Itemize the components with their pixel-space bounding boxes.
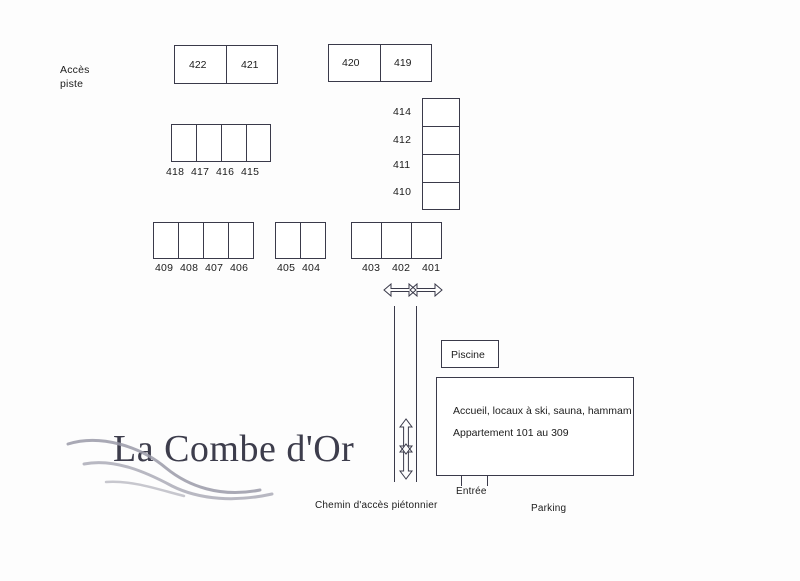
divider-418-417 (196, 124, 197, 162)
divider-403-402 (381, 222, 382, 259)
reception-services-label: Accueil, locaux à ski, sauna, hammam (453, 405, 632, 417)
building-label-404: 404 (302, 262, 321, 274)
entree-marker-right (487, 476, 488, 486)
path-edge-left (394, 306, 395, 482)
divider-412-411 (422, 154, 460, 155)
vertical-double-arrow-icon (398, 418, 414, 480)
building-label-401: 401 (422, 262, 441, 274)
building-group-403-401[interactable] (351, 222, 442, 259)
divider-414-412 (422, 126, 460, 127)
divider-408-407 (203, 222, 204, 259)
entree-marker-left (461, 476, 462, 486)
building-label-414: 414 (393, 106, 412, 118)
piscine-label: Piscine (451, 349, 485, 361)
divider-405-404 (300, 222, 301, 259)
divider-420-419 (380, 44, 381, 82)
acces-piste-label-line1: Accès (60, 64, 90, 76)
building-label-418: 418 (166, 166, 185, 178)
chemin-acces-label: Chemin d'accès piétonnier (315, 500, 438, 511)
building-label-411: 411 (393, 159, 411, 171)
building-label-419: 419 (394, 57, 412, 69)
building-label-402: 402 (392, 262, 411, 274)
horizontal-double-arrow-icon (383, 280, 443, 300)
building-label-421: 421 (241, 59, 259, 71)
divider-407-406 (228, 222, 229, 259)
divider-422-421 (226, 45, 227, 84)
path-edge-right (416, 306, 417, 482)
building-label-422: 422 (189, 59, 207, 71)
parking-label: Parking (531, 503, 567, 514)
divider-417-416 (221, 124, 222, 162)
building-label-417: 417 (191, 166, 210, 178)
building-label-415: 415 (241, 166, 260, 178)
building-label-408: 408 (180, 262, 199, 274)
building-label-412: 412 (393, 134, 412, 146)
divider-409-408 (178, 222, 179, 259)
reception-apartments-label: Appartement 101 au 309 (453, 427, 569, 439)
building-label-405: 405 (277, 262, 296, 274)
divider-402-401 (411, 222, 412, 259)
building-label-403: 403 (362, 262, 381, 274)
acces-piste-label-line2: piste (60, 78, 84, 90)
building-label-410: 410 (393, 186, 412, 198)
building-label-407: 407 (205, 262, 224, 274)
divider-411-410 (422, 182, 460, 183)
entree-label: Entrée (456, 486, 487, 497)
building-label-416: 416 (216, 166, 235, 178)
building-label-409: 409 (155, 262, 174, 274)
building-label-420: 420 (342, 57, 360, 69)
building-label-406: 406 (230, 262, 249, 274)
divider-416-415 (246, 124, 247, 162)
resort-title: La Combe d'Or (113, 428, 355, 470)
